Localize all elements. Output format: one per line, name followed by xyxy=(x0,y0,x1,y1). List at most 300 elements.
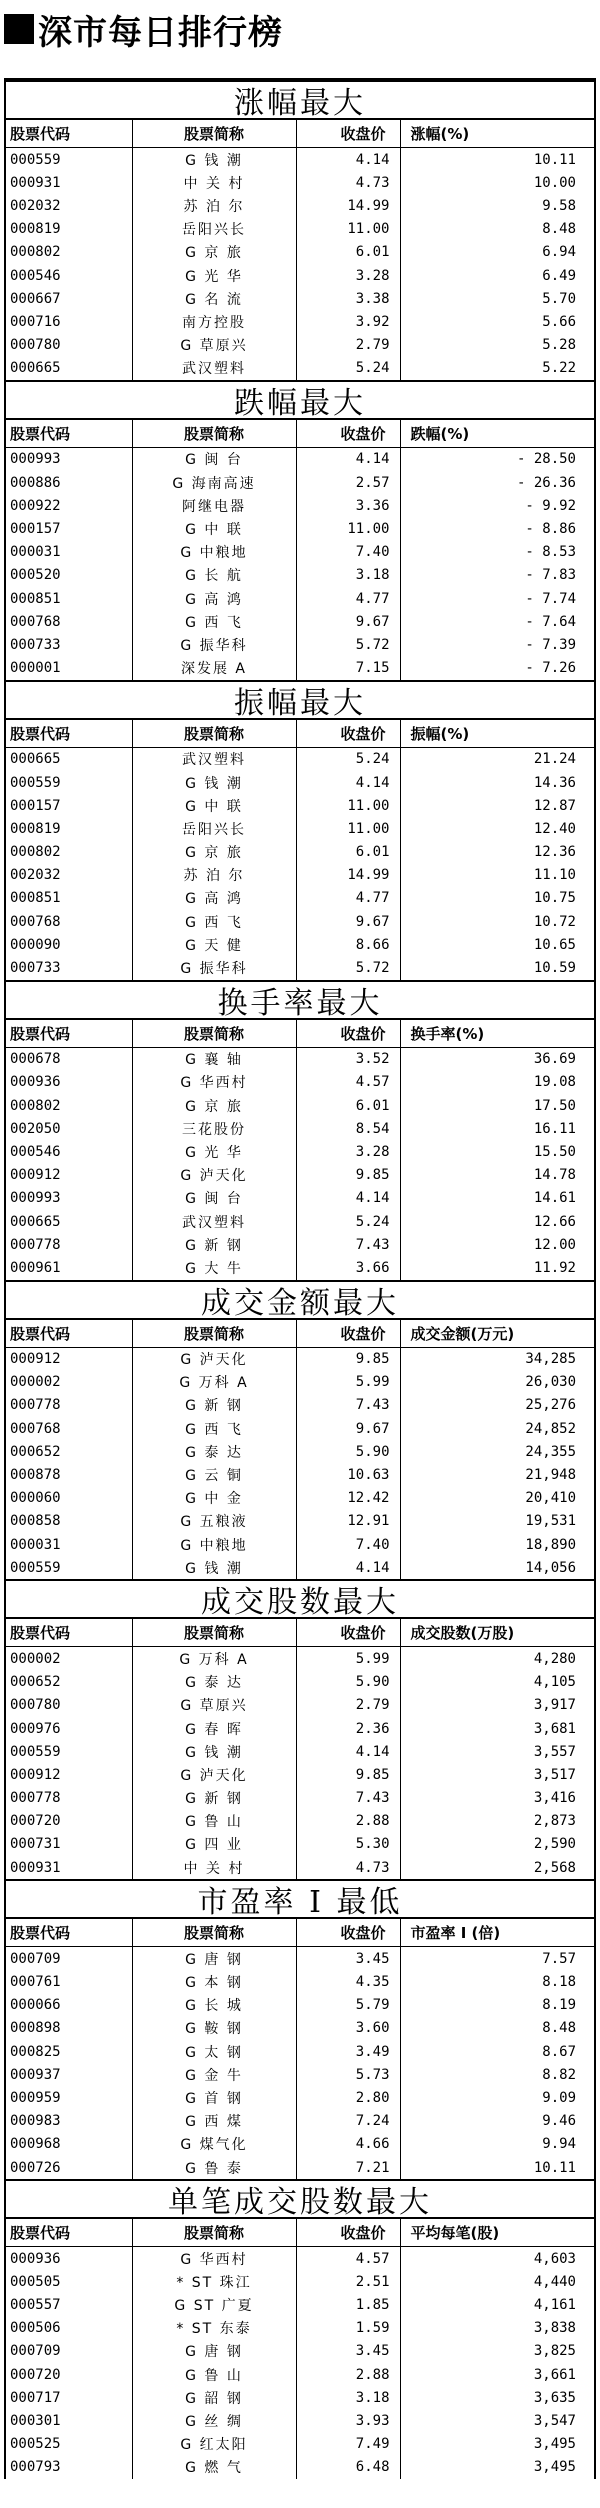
header-stock-code: 股票代码 xyxy=(6,1020,132,1048)
stock-name: G 西 煤 xyxy=(132,2110,296,2133)
close-price: 5.90 xyxy=(296,1440,400,1463)
close-price: 9.67 xyxy=(296,1417,400,1440)
close-price: 7.43 xyxy=(296,1787,400,1810)
stock-name: G 鲁 泰 xyxy=(132,2156,296,2179)
table-row xyxy=(6,1140,594,1163)
table-row xyxy=(6,1417,594,1440)
stock-code: 000761 xyxy=(10,1974,61,1991)
stock-code: 000922 xyxy=(10,497,61,514)
stock-name: G 唐 钢 xyxy=(132,1947,296,1971)
table-row xyxy=(6,2409,594,2432)
metric-value: 10.11 xyxy=(400,148,594,172)
stock-name: G 西 飞 xyxy=(132,610,296,633)
ranking-table xyxy=(6,2219,594,2479)
metric-value: 10.72 xyxy=(400,910,594,933)
stock-code: 000559 xyxy=(10,774,61,791)
metric-value: 4,105 xyxy=(400,1671,594,1694)
metric-value: 9.09 xyxy=(400,2086,594,2109)
close-price: 2.51 xyxy=(296,2270,400,2293)
table-row xyxy=(6,794,594,817)
close-price: 3.60 xyxy=(296,2017,400,2040)
header-stock-name: 股票简称 xyxy=(132,120,296,148)
table-header-row xyxy=(6,1919,594,1947)
stock-name: G 燃 气 xyxy=(132,2456,296,2479)
close-price: 2.79 xyxy=(296,1694,400,1717)
table-row xyxy=(6,1164,594,1187)
stock-code: 000726 xyxy=(10,2159,61,2176)
stock-code: 000709 xyxy=(10,2343,61,2360)
stock-name: 武汉塑料 xyxy=(132,747,296,771)
stock-code: 000851 xyxy=(10,590,61,607)
header-close-price: 收盘价 xyxy=(296,2219,400,2247)
stock-code: 000768 xyxy=(10,613,61,630)
stock-code: 000912 xyxy=(10,1351,61,1368)
header-stock-code: 股票代码 xyxy=(6,1320,132,1348)
close-price: 4.14 xyxy=(296,447,400,471)
stock-code: 000878 xyxy=(10,1467,61,1484)
metric-value: 21,948 xyxy=(400,1463,594,1486)
stock-name: 南方控股 xyxy=(132,310,296,333)
metric-value: 17.50 xyxy=(400,1094,594,1117)
metric-value: 11.92 xyxy=(400,1256,594,1279)
table-row xyxy=(6,1094,594,1117)
table-row xyxy=(6,1440,594,1463)
metric-value: 3,416 xyxy=(400,1787,594,1810)
table-row xyxy=(6,1371,594,1394)
stock-code: 000825 xyxy=(10,2043,61,2060)
metric-value: - 7.39 xyxy=(400,633,594,656)
close-price: 11.00 xyxy=(296,218,400,241)
metric-value: 8.19 xyxy=(400,1994,594,2017)
table-row xyxy=(6,310,594,333)
close-price: 12.42 xyxy=(296,1487,400,1510)
stock-code: 000768 xyxy=(10,913,61,930)
header-close-price: 收盘价 xyxy=(296,1020,400,1048)
stock-name: 阿继电器 xyxy=(132,494,296,517)
stock-name: G 华西村 xyxy=(132,1071,296,1094)
table-row xyxy=(6,287,594,310)
table-row xyxy=(6,2456,594,2479)
section-title: 换手率最大 xyxy=(6,980,594,1020)
close-price: 3.45 xyxy=(296,2340,400,2363)
stock-code: 000002 xyxy=(10,1650,61,1667)
table-row xyxy=(6,517,594,540)
stock-name: G 鲁 山 xyxy=(132,1810,296,1833)
close-price: 6.01 xyxy=(296,841,400,864)
close-price: 3.45 xyxy=(296,1947,400,1971)
table-row xyxy=(6,2386,594,2409)
metric-value: 4,280 xyxy=(400,1647,594,1671)
stock-name: G 中粮地 xyxy=(132,1533,296,1556)
metric-value: 3,635 xyxy=(400,2386,594,2409)
stock-code: 000720 xyxy=(10,2366,61,2383)
metric-value: 19.08 xyxy=(400,1071,594,1094)
stock-code: 000886 xyxy=(10,474,61,491)
stock-code: 000733 xyxy=(10,960,61,977)
close-price: 1.85 xyxy=(296,2294,400,2317)
stock-name: 中 关 村 xyxy=(132,171,296,194)
stock-code: 000717 xyxy=(10,2389,61,2406)
header-stock-name: 股票简称 xyxy=(132,2219,296,2247)
stock-code: 000557 xyxy=(10,2297,61,2314)
close-price: 3.92 xyxy=(296,310,400,333)
close-price: 14.99 xyxy=(296,194,400,217)
stock-name: G 光 华 xyxy=(132,264,296,287)
table-row xyxy=(6,2063,594,2086)
table-row xyxy=(6,2270,594,2293)
metric-value: 9.46 xyxy=(400,2110,594,2133)
stock-code: 000819 xyxy=(10,820,61,837)
header-close-price: 收盘价 xyxy=(296,1320,400,1348)
table-row xyxy=(6,1233,594,1256)
close-price: 5.72 xyxy=(296,956,400,979)
stock-name: G 中 联 xyxy=(132,794,296,817)
close-price: 4.73 xyxy=(296,171,400,194)
stock-code: 000709 xyxy=(10,1950,61,1967)
stock-code: 000665 xyxy=(10,1213,61,1230)
metric-value: 34,285 xyxy=(400,1347,594,1371)
table-row xyxy=(6,1740,594,1763)
table-row xyxy=(6,334,594,357)
metric-value: 5.70 xyxy=(400,287,594,310)
ranking-sections xyxy=(0,78,600,2479)
table-row xyxy=(6,587,594,610)
close-price: 6.01 xyxy=(296,241,400,264)
metric-value: 7.57 xyxy=(400,1947,594,1971)
ranking-section xyxy=(4,78,596,380)
metric-value: 3,495 xyxy=(400,2433,594,2456)
metric-value: 3,825 xyxy=(400,2340,594,2363)
stock-name: 岳阳兴长 xyxy=(132,817,296,840)
table-header-row xyxy=(6,1619,594,1647)
stock-name: G 鞍 钢 xyxy=(132,2017,296,2040)
metric-value: - 8.53 xyxy=(400,541,594,564)
metric-value: 6.94 xyxy=(400,241,594,264)
header-stock-code: 股票代码 xyxy=(6,120,132,148)
stock-name: G 四 业 xyxy=(132,1833,296,1856)
header-stock-code: 股票代码 xyxy=(6,720,132,748)
stock-code: 000931 xyxy=(10,174,61,191)
ranking-table xyxy=(6,720,594,980)
stock-name: G 春 晖 xyxy=(132,1717,296,1740)
metric-value: 19,531 xyxy=(400,1510,594,1533)
close-price: 2.88 xyxy=(296,1810,400,1833)
stock-name: G 万科 A xyxy=(132,1371,296,1394)
close-price: 11.00 xyxy=(296,817,400,840)
close-price: 4.66 xyxy=(296,2133,400,2156)
stock-code: 000001 xyxy=(10,660,61,677)
metric-value: 10.75 xyxy=(400,887,594,910)
table-row xyxy=(6,887,594,910)
metric-value: 14.78 xyxy=(400,1164,594,1187)
close-price: 5.90 xyxy=(296,1671,400,1694)
stock-name: G 钱 潮 xyxy=(132,771,296,794)
table-row xyxy=(6,1787,594,1810)
metric-value: 11.10 xyxy=(400,864,594,887)
header-close-price: 收盘价 xyxy=(296,720,400,748)
ranking-section xyxy=(4,2179,596,2479)
metric-value: 2,873 xyxy=(400,1810,594,1833)
table-row xyxy=(6,933,594,956)
stock-code: 000546 xyxy=(10,1143,61,1160)
metric-value: 36.69 xyxy=(400,1047,594,1071)
stock-name: G 泸天化 xyxy=(132,1763,296,1786)
table-header-row xyxy=(6,2219,594,2247)
metric-value: - 9.92 xyxy=(400,494,594,517)
stock-name: G 泰 达 xyxy=(132,1671,296,1694)
stock-name: G 鲁 山 xyxy=(132,2363,296,2386)
close-price: 4.73 xyxy=(296,1856,400,1879)
table-row xyxy=(6,1763,594,1786)
close-price: 5.24 xyxy=(296,1210,400,1233)
metric-value: 8.18 xyxy=(400,1970,594,1993)
header-metric: 振幅(%) xyxy=(400,720,594,748)
close-price: 5.79 xyxy=(296,1994,400,2017)
stock-name: G 丝 绸 xyxy=(132,2409,296,2432)
ranking-table xyxy=(6,1020,594,1280)
table-row xyxy=(6,2247,594,2271)
ranking-table xyxy=(6,1919,594,2179)
table-header-row xyxy=(6,720,594,748)
stock-code: 000733 xyxy=(10,636,61,653)
metric-value: 21.24 xyxy=(400,747,594,771)
table-row xyxy=(6,1556,594,1579)
close-price: 3.18 xyxy=(296,564,400,587)
stock-name: 苏 泊 尔 xyxy=(132,864,296,887)
table-row xyxy=(6,1487,594,1510)
header-stock-name: 股票简称 xyxy=(132,420,296,448)
metric-value: 15.50 xyxy=(400,1140,594,1163)
metric-value: - 26.36 xyxy=(400,471,594,494)
header-stock-code: 股票代码 xyxy=(6,1619,132,1647)
metric-value: 25,276 xyxy=(400,1394,594,1417)
metric-value: 24,852 xyxy=(400,1417,594,1440)
close-price: 3.36 xyxy=(296,494,400,517)
stock-code: 000002 xyxy=(10,1374,61,1391)
close-price: 14.99 xyxy=(296,864,400,887)
stock-name: G 大 牛 xyxy=(132,1256,296,1279)
table-header-row xyxy=(6,420,594,448)
metric-value: 12.87 xyxy=(400,794,594,817)
close-price: 7.15 xyxy=(296,657,400,680)
table-row xyxy=(6,2110,594,2133)
stock-code: 000968 xyxy=(10,2136,61,2153)
metric-value: - 8.86 xyxy=(400,517,594,540)
metric-value: 26,030 xyxy=(400,1371,594,1394)
stock-code: 000793 xyxy=(10,2459,61,2476)
metric-value: 4,603 xyxy=(400,2247,594,2271)
close-price: 4.14 xyxy=(296,148,400,172)
stock-name: G 振华科 xyxy=(132,956,296,979)
close-price: 12.91 xyxy=(296,1510,400,1533)
stock-code: 000716 xyxy=(10,313,61,330)
table-row xyxy=(6,2294,594,2317)
close-price: 9.85 xyxy=(296,1763,400,1786)
header-stock-code: 股票代码 xyxy=(6,2219,132,2247)
stock-name: G 煤气化 xyxy=(132,2133,296,2156)
table-row xyxy=(6,1647,594,1671)
stock-code: 000060 xyxy=(10,1490,61,1507)
close-price: 3.28 xyxy=(296,1140,400,1163)
header-close-price: 收盘价 xyxy=(296,1619,400,1647)
close-price: 4.14 xyxy=(296,771,400,794)
stock-name: G 光 华 xyxy=(132,1140,296,1163)
close-price: 4.77 xyxy=(296,887,400,910)
stock-code: 000157 xyxy=(10,797,61,814)
stock-name: G 京 旅 xyxy=(132,241,296,264)
stock-name: G 海南高速 xyxy=(132,471,296,494)
table-row xyxy=(6,1047,594,1071)
stock-name: G 中粮地 xyxy=(132,541,296,564)
metric-value: 18,890 xyxy=(400,1533,594,1556)
stock-name: G 京 旅 xyxy=(132,1094,296,1117)
stock-code: 000912 xyxy=(10,1167,61,1184)
metric-value: 12.00 xyxy=(400,1233,594,1256)
metric-value: 10.00 xyxy=(400,171,594,194)
close-price: 4.14 xyxy=(296,1187,400,1210)
table-row xyxy=(6,194,594,217)
table-row xyxy=(6,1510,594,1533)
stock-code: 000678 xyxy=(10,1051,61,1068)
metric-value: 5.28 xyxy=(400,334,594,357)
close-price: 3.28 xyxy=(296,264,400,287)
table-row xyxy=(6,1210,594,1233)
stock-code: 002050 xyxy=(10,1120,61,1137)
metric-value: 3,917 xyxy=(400,1694,594,1717)
table-row xyxy=(6,494,594,517)
close-price: 10.63 xyxy=(296,1463,400,1486)
table-row xyxy=(6,956,594,979)
ranking-table xyxy=(6,120,594,380)
close-price: 7.43 xyxy=(296,1394,400,1417)
table-row xyxy=(6,771,594,794)
close-price: 6.01 xyxy=(296,1094,400,1117)
ranking-table xyxy=(6,1619,594,1879)
title-gap xyxy=(0,58,600,78)
section-title: 跌幅最大 xyxy=(6,380,594,420)
table-row xyxy=(6,2340,594,2363)
table-header-row xyxy=(6,1020,594,1048)
ranking-section xyxy=(4,1579,596,1879)
close-price: 8.66 xyxy=(296,933,400,956)
stock-name: G 名 流 xyxy=(132,287,296,310)
close-price: 7.24 xyxy=(296,2110,400,2133)
close-price: 9.67 xyxy=(296,610,400,633)
table-row xyxy=(6,357,594,380)
stock-name: G 西 飞 xyxy=(132,1417,296,1440)
table-row xyxy=(6,1717,594,1740)
metric-value: 4,440 xyxy=(400,2270,594,2293)
section-title: 市盈率 I 最低 xyxy=(6,1879,594,1919)
close-price: 5.73 xyxy=(296,2063,400,2086)
metric-value: 16.11 xyxy=(400,1117,594,1140)
table-row xyxy=(6,2433,594,2456)
close-price: 4.57 xyxy=(296,1071,400,1094)
stock-name: G 长 航 xyxy=(132,564,296,587)
stock-code: 000090 xyxy=(10,936,61,953)
table-row xyxy=(6,2363,594,2386)
metric-value: 3,547 xyxy=(400,2409,594,2432)
table-row xyxy=(6,610,594,633)
close-price: 9.85 xyxy=(296,1347,400,1371)
stock-code: 000983 xyxy=(10,2113,61,2130)
stock-name: G 闽 台 xyxy=(132,447,296,471)
stock-code: 000937 xyxy=(10,2066,61,2083)
stock-name: G 万科 A xyxy=(132,1647,296,1671)
metric-value: 2,590 xyxy=(400,1833,594,1856)
stock-name: G 高 鸿 xyxy=(132,887,296,910)
table-row xyxy=(6,1071,594,1094)
stock-name: G ST 广夏 xyxy=(132,2294,296,2317)
table-row xyxy=(6,747,594,771)
close-price: 6.48 xyxy=(296,2456,400,2479)
stock-name: G 高 鸿 xyxy=(132,587,296,610)
title-square-icon xyxy=(4,14,34,44)
metric-value: - 7.74 xyxy=(400,587,594,610)
table-row xyxy=(6,841,594,864)
header-close-price: 收盘价 xyxy=(296,120,400,148)
stock-name: G 韶 钢 xyxy=(132,2386,296,2409)
header-metric: 涨幅(%) xyxy=(400,120,594,148)
stock-name: 岳阳兴长 xyxy=(132,218,296,241)
stock-name: 武汉塑料 xyxy=(132,357,296,380)
stock-code: 000731 xyxy=(10,1836,61,1853)
close-price: 3.49 xyxy=(296,2040,400,2063)
stock-name: G 本 钢 xyxy=(132,1970,296,1993)
stock-code: 000559 xyxy=(10,151,61,168)
close-price: 4.57 xyxy=(296,2247,400,2271)
metric-value: - 7.64 xyxy=(400,610,594,633)
stock-name: * ST 东泰 xyxy=(132,2317,296,2340)
stock-name: G 中 金 xyxy=(132,1487,296,1510)
ranking-section xyxy=(4,680,596,980)
metric-value: 4,161 xyxy=(400,2294,594,2317)
stock-code: 000665 xyxy=(10,751,61,768)
metric-value: 9.94 xyxy=(400,2133,594,2156)
stock-name: G 五粮液 xyxy=(132,1510,296,1533)
metric-value: - 7.26 xyxy=(400,657,594,680)
table-row xyxy=(6,1347,594,1371)
table-row xyxy=(6,1463,594,1486)
stock-code: 000802 xyxy=(10,844,61,861)
metric-value: 3,838 xyxy=(400,2317,594,2340)
table-header-row xyxy=(6,120,594,148)
metric-value: 8.67 xyxy=(400,2040,594,2063)
close-price: 5.24 xyxy=(296,357,400,380)
metric-value: 3,495 xyxy=(400,2456,594,2479)
metric-value: 6.49 xyxy=(400,264,594,287)
section-title: 涨幅最大 xyxy=(6,80,594,120)
close-price: 3.93 xyxy=(296,2409,400,2432)
stock-code: 000520 xyxy=(10,567,61,584)
stock-code: 000066 xyxy=(10,1997,61,2014)
metric-value: 9.58 xyxy=(400,194,594,217)
close-price: 5.99 xyxy=(296,1647,400,1671)
metric-value: 5.22 xyxy=(400,357,594,380)
stock-code: 000525 xyxy=(10,2436,61,2453)
stock-name: G 唐 钢 xyxy=(132,2340,296,2363)
stock-name: G 泰 达 xyxy=(132,1440,296,1463)
table-row xyxy=(6,2017,594,2040)
table-row xyxy=(6,1694,594,1717)
table-row xyxy=(6,564,594,587)
metric-value: 10.59 xyxy=(400,956,594,979)
stock-name: G 中 联 xyxy=(132,517,296,540)
ranking-section xyxy=(4,380,596,680)
header-stock-name: 股票简称 xyxy=(132,1020,296,1048)
table-row xyxy=(6,864,594,887)
close-price: 5.30 xyxy=(296,1833,400,1856)
